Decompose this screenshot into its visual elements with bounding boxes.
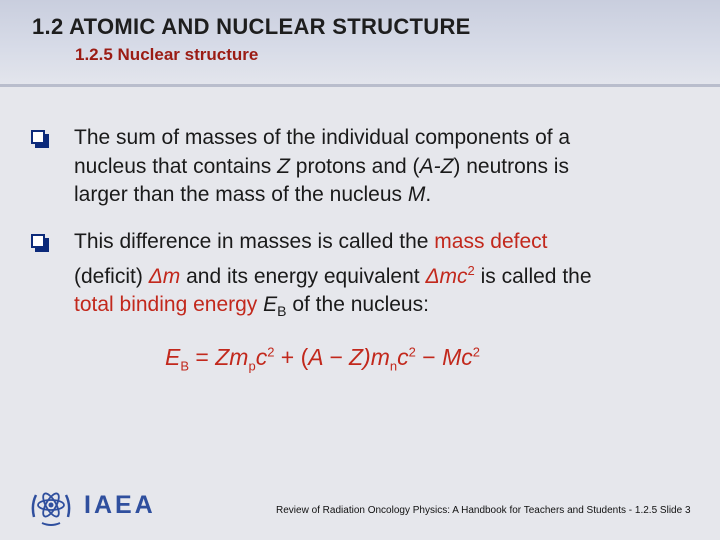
checkbox-bullet-icon [30,128,50,148]
bullet-2-line-3: total binding energy $E_B$ of the nucleus: [74,293,429,320]
iaea-emblem-icon [28,483,74,529]
binding-energy-formula: $E_B = Zm_pc^2 + (A - Z)m_nc^2 - Mc^2$ [165,344,480,374]
delta-mc2-symbol: Δmc$^2$ [425,262,475,288]
bullet-1-line-3: larger than the mass of the nucleus M. [74,183,432,206]
slide-title: 1.2 ATOMIC AND NUCLEAR STRUCTURE [32,14,471,39]
slide-header [0,0,720,84]
bullet-2-line-2: (deficit) Δm and its energy equivalent Δmc$^2$ is called the [74,262,592,288]
footer-citation: Review of Radiation Oncology Physics: A Handbook for Teachers and Students - 1.2.5 Slide 3 [276,505,691,516]
bullet-1-line-2: nucleus that contains Z protons and (A-Z) neutrons is [74,154,569,178]
bullet-2-line-1: This difference in masses is called the mass defect [74,230,548,253]
header-divider [0,84,720,87]
iaea-brand-text: IAEA [84,491,156,519]
slide-subtitle: 1.2.5 Nuclear structure [75,45,259,64]
mass-defect-term: mass defect [434,230,548,253]
checkbox-bullet-icon [30,232,50,252]
delta-m-symbol: Δm [148,264,181,288]
bullet-1-line-1: The sum of masses of the individual components of a [74,126,571,149]
bullet-paragraph-2 [74,228,674,326]
bullet-paragraph-1 [74,124,674,210]
